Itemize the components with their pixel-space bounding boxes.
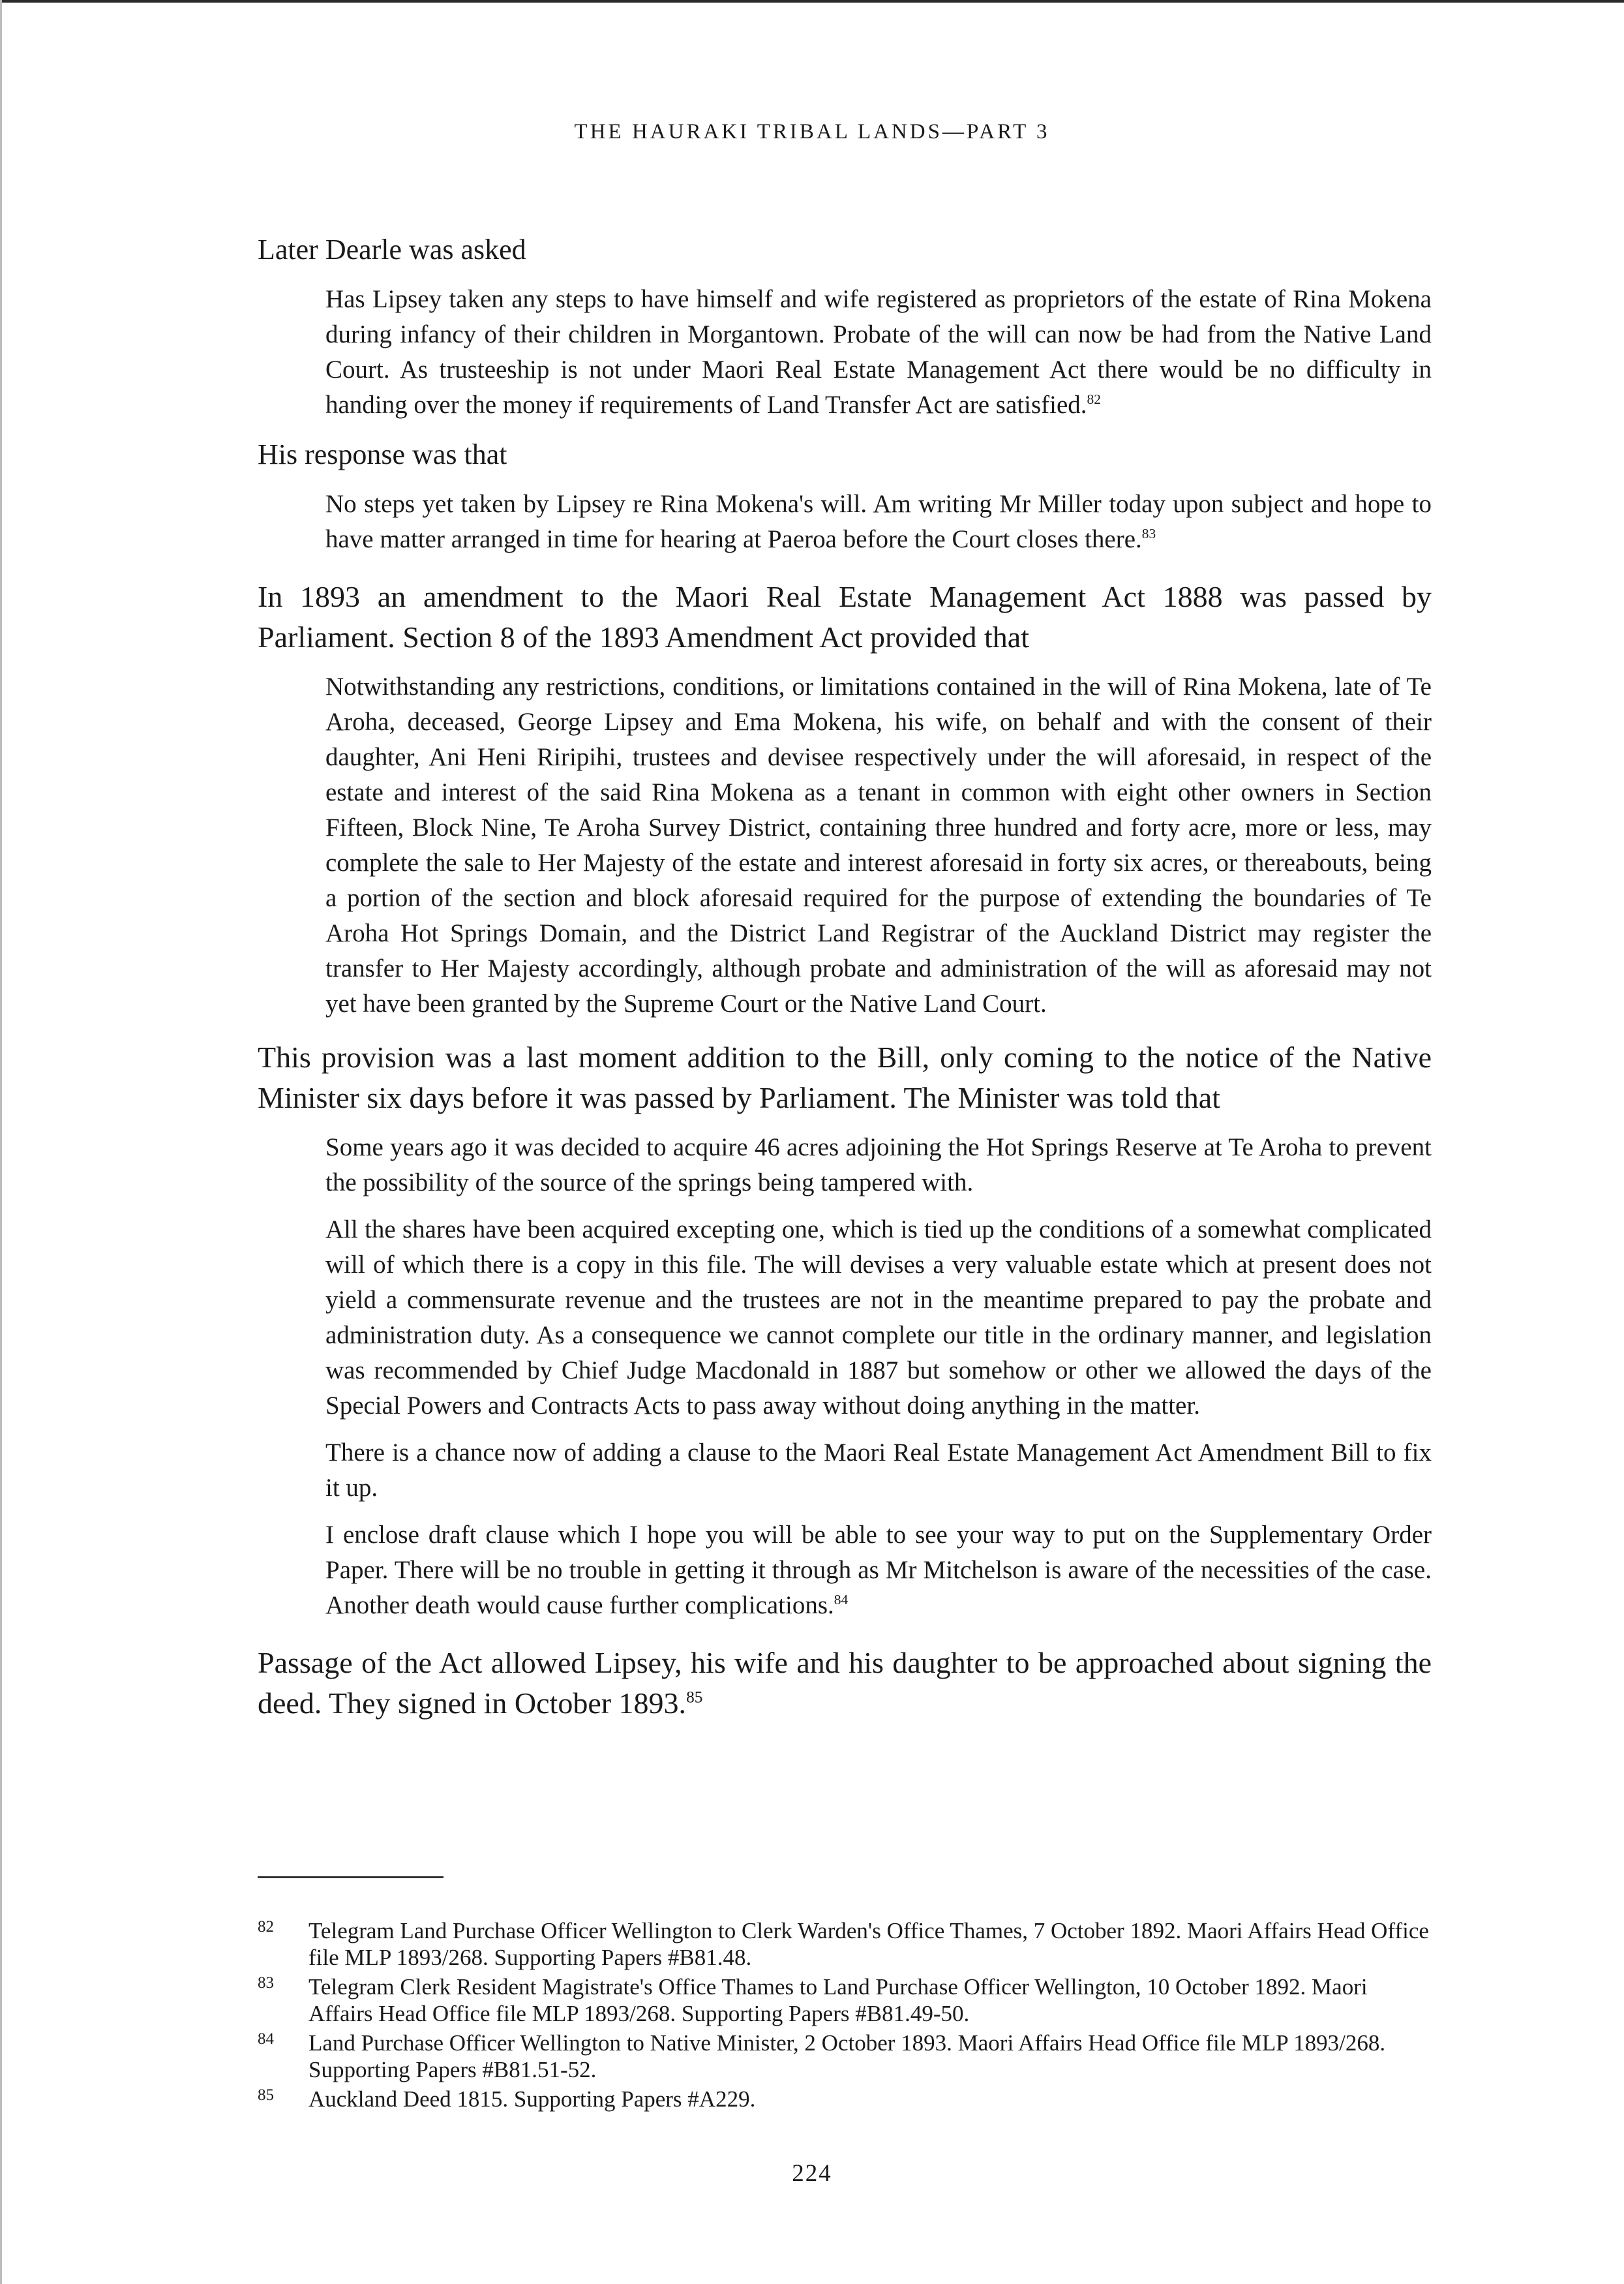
body-paragraph	[258, 1643, 1432, 1724]
block-quote	[325, 1130, 1432, 1200]
block-quote	[325, 1435, 1432, 1506]
quote-text: I enclose draft clause which I hope you will be able to see your way to put on the Supplementary Order Paper. There will be no trouble in getting it through as Mr Mitchelson is aware of the necessities of the case. Another death would cause further complications.	[325, 1521, 1432, 1619]
paragraph-text: Later Dearle was asked	[258, 234, 526, 266]
footnote-number: 82	[258, 1918, 274, 1936]
footnote-number: 85	[258, 2086, 274, 2104]
footnotes	[258, 1876, 1432, 2115]
body-paragraph	[258, 230, 1432, 270]
paragraph-text: Passage of the Act allowed Lipsey, his wife and his daughter to be approached about signing the deed. They signed in October 1893.	[258, 1646, 1432, 1720]
footnote-number: 84	[258, 2030, 274, 2048]
footnote-reference[interactable]: 82	[1087, 391, 1101, 407]
body-text	[258, 230, 1432, 1724]
footnote	[258, 1973, 1432, 2027]
quote-text: All the shares have been acquired excepting one, which is tied up the conditions of a somewhat complicated will of which there is a copy in this file. The will devises a very valuable estate which at present does not yield a commensurate revenue and the trustees are not in the meantime prepared to pay the probate and administration duty. As a consequence we cannot complete our title in the ordinary manner, and legislation was recommended by Chief Judge Macdonald in 1887 but somehow or other we allowed the days of the Special Powers and Contracts Acts to pass away without doing anything in the matter.	[325, 1215, 1432, 1420]
footnote-text: Auckland Deed 1815. Supporting Papers #A229.	[308, 2086, 756, 2112]
footnote-reference[interactable]: 85	[686, 1688, 703, 1707]
footnote-text: Telegram Clerk Resident Magistrate's Office Thames to Land Purchase Officer Wellington, 10 October 1892. Maori Affairs Head Office file MLP 1893/268. Supporting Papers #B81.49-50.	[308, 1974, 1368, 2026]
footnote-rule	[258, 1876, 444, 1878]
left-scan-edge	[0, 0, 2, 2284]
block-quote	[325, 669, 1432, 1022]
page-number: 224	[792, 2160, 832, 2187]
running-head: THE HAURAKI TRIBAL LANDS—PART 3	[574, 120, 1050, 144]
quote-text: No steps yet taken by Lipsey re Rina Mokena's will. Am writing Mr Miller today upon subject and hope to have matter arranged in time for hearing at Paeroa before the Court closes there.	[325, 490, 1432, 553]
paragraph-text: In 1893 an amendment to the Maori Real Estate Management Act 1888 was passed by Parliament. Section 8 of the 1893 Amendment Act provided that	[258, 580, 1432, 654]
paragraph-text: This provision was a last moment addition to the Bill, only coming to the notice of the Native Minister six days before it was passed by Parliament. The Minister was told that	[258, 1041, 1432, 1114]
top-border-line	[0, 0, 1624, 3]
quote-text: Has Lipsey taken any steps to have himself and wife registered as proprietors of the estate of Rina Mokena during infancy of their children in Morgantown. Probate of the will can now be had from the Native Land Court. As trusteeship is not under Maori Real Estate Management Act there would be no difficulty in handing over the money if requirements of Land Transfer Act are satisfied.	[325, 285, 1432, 419]
quote-text: Notwithstanding any restrictions, conditions, or limitations contained in the will of Rina Mokena, late of Te Aroha, deceased, George Lipsey and Ema Mokena, his wife, on behalf and with the consent of their daughter, Ani Heni Riripihi, trustees and devisee respectively under the will aforesaid, in respect of the estate and interest of the said Rina Mokena as a tenant in common with eight other owners in Section Fifteen, Block Nine, Te Aroha Survey District, containing three hundred and forty acre, more or less, may complete the sale to Her Majesty of the estate and interest aforesaid in forty six acres, or thereabouts, being a portion of the section and block aforesaid required for the purpose of extending the boundaries of Te Aroha Hot Springs Domain, and the District Land Registrar of the Auckland District may register the transfer to Her Majesty accordingly, although probate and administration of the will as aforesaid may not yet have been granted by the Supreme Court or the Native Land Court.	[325, 673, 1432, 1018]
body-paragraph	[258, 577, 1432, 658]
body-paragraph	[258, 1037, 1432, 1118]
footnote-reference[interactable]: 84	[834, 1592, 849, 1607]
quote-text: There is a chance now of adding a clause to the Maori Real Estate Management Act Amendment Bill to fix it up.	[325, 1439, 1432, 1502]
footnote-list	[258, 1917, 1432, 2112]
footnote-text: Telegram Land Purchase Officer Wellington to Clerk Warden's Office Thames, 7 October 1892. Maori Affairs Head Office file MLP 1893/268. Supporting Papers #B81.48.	[308, 1918, 1429, 1970]
footnote-number: 83	[258, 1974, 274, 1992]
footnote-reference[interactable]: 83	[1141, 526, 1156, 541]
footnote-text: Land Purchase Officer Wellington to Native Minister, 2 October 1893. Maori Affairs Head Office file MLP 1893/268. Supporting Papers #B81.51-52.	[308, 2030, 1386, 2082]
block-quote	[325, 1517, 1432, 1623]
footnote	[258, 2086, 1432, 2112]
block-quote	[325, 282, 1432, 423]
block-quote	[325, 487, 1432, 557]
quote-text: Some years ago it was decided to acquire 46 acres adjoining the Hot Springs Reserve at Te Aroha to prevent the possibility of the source of the springs being tampered with.	[325, 1133, 1432, 1196]
footnote	[258, 2030, 1432, 2083]
paragraph-text: His response was that	[258, 438, 507, 470]
block-quote	[325, 1212, 1432, 1424]
footnote	[258, 1917, 1432, 1971]
body-paragraph	[258, 434, 1432, 475]
